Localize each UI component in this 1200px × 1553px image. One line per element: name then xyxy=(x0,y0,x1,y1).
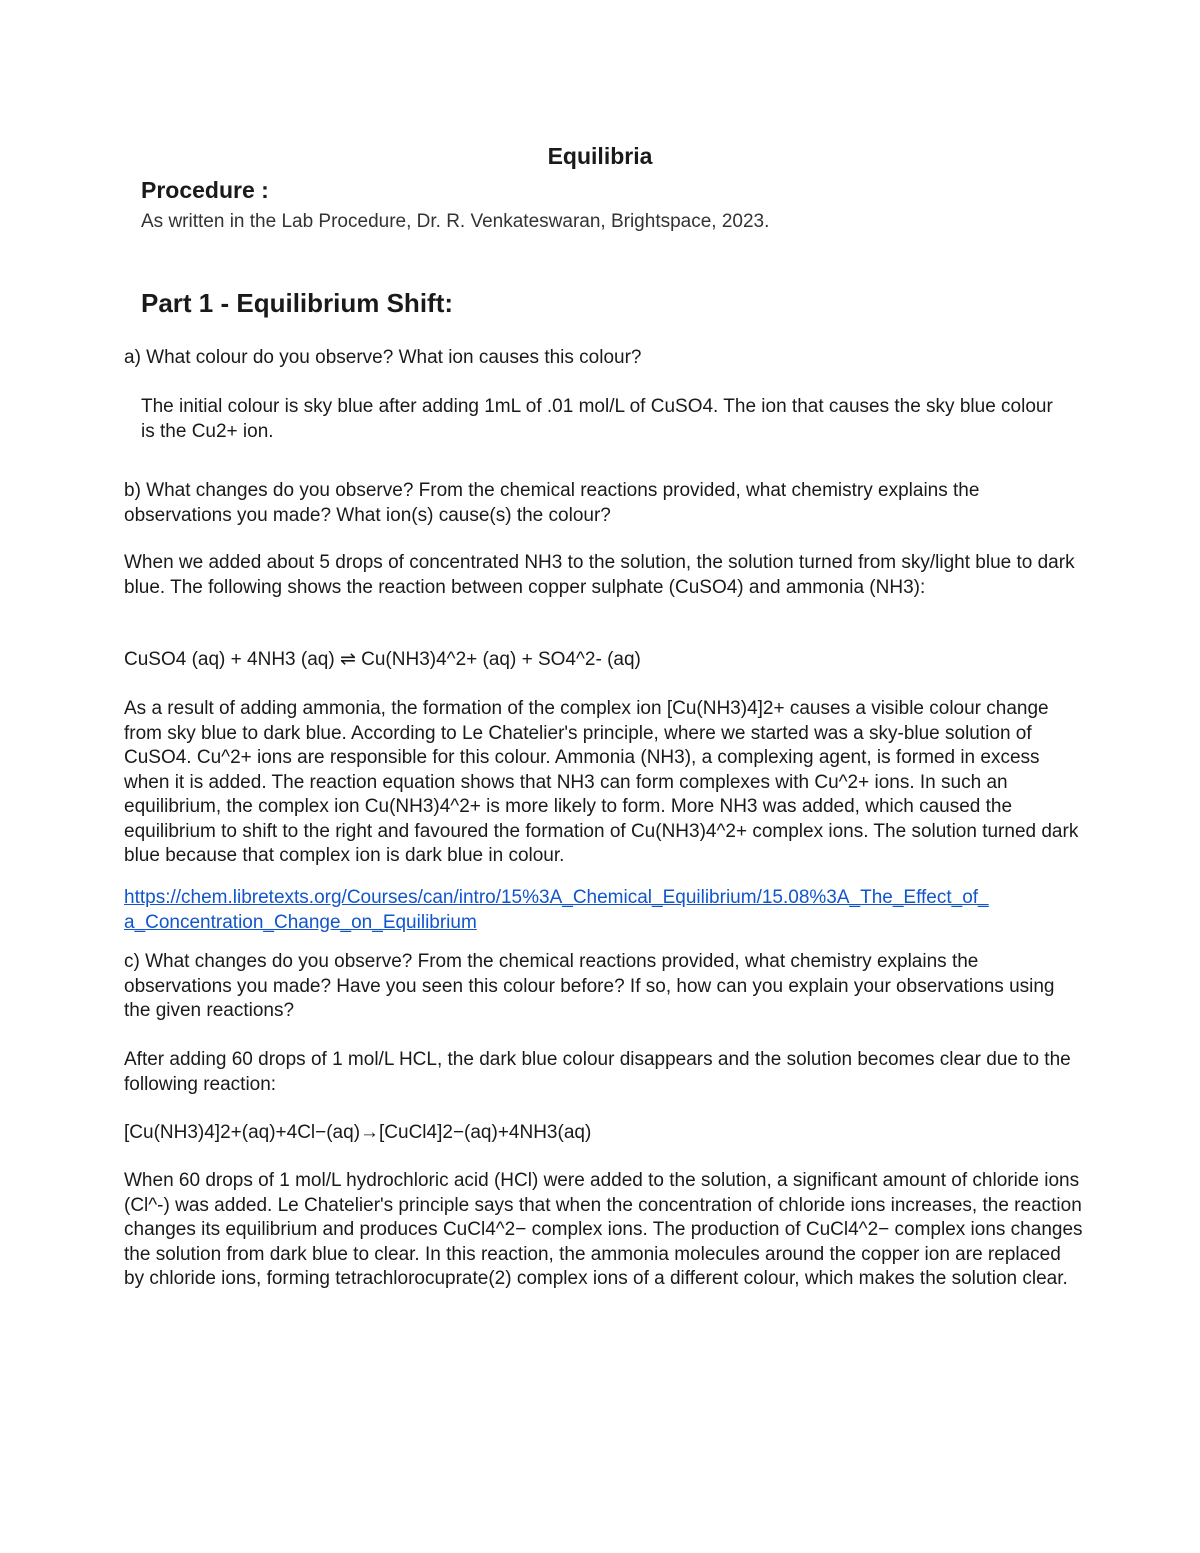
reference-link[interactable]: https://chem.libretexts.org/Courses/can/intro/15%3A_Chemical_Equilibrium/15.08%3A_The_Effect_of_ a_Concentration_Change_on_Equilibrium xyxy=(124,887,989,933)
answer-a: The initial colour is sky blue after adding 1mL of .01 mol/L of CuSO4. The ion that causes the sky blue colour is the Cu2+ ion. xyxy=(141,396,1053,442)
question-b: b) What changes do you observe? From the chemical reactions provided, what chemistry explains the observations you made? What ion(s) cause(s) the colour? xyxy=(124,480,980,526)
answer-b-explanation: As a result of adding ammonia, the formation of the complex ion [Cu(NH3)4]2+ causes a visible colour change from sky blue to dark blue. According to Le Chatelier's principle, where we started was a sky-blue solution of CuSO4. Cu^2+ ions are responsible for this colour. Ammonia (NH3), a complexing agent, is formed in excess when it is added. The reaction equation shows that NH3 can form complexes with Cu^2+ ions. In such an equilibrium, the complex ion Cu(NH3)4^2+ is more likely to form. More NH3 was added, which caused the equilibrium to shift to the right and favoured the formation of Cu(NH3)4^2+ complex ions. The solution turned dark blue because that complex ion is dark blue in colour. xyxy=(124,698,1079,866)
question-c: c) What changes do you observe? From the chemical reactions provided, what chemistry explains the observations you made? Have you seen this colour before? If so, how can you explain your observations using the given reactions? xyxy=(124,951,1055,1021)
equation-c: [Cu(NH3)4]2+(aq)+4Cl−(aq)→[CuCl4]2−(aq)+4NH3(aq) xyxy=(124,1122,592,1143)
document-title: Equilibria xyxy=(547,143,653,169)
answer-b-intro: When we added about 5 drops of concentrated NH3 to the solution, the solution turned from sky/light blue to dark blue. The following shows the reaction between copper sulphate (CuSO4) and ammonia (NH3): xyxy=(124,552,1075,598)
answer-c-explanation: When 60 drops of 1 mol/L hydrochloric acid (HCl) were added to the solution, a significant amount of chloride ions (Cl^-) was added. Le Chatelier's principle says that when the concentration of chloride ions increases, the reaction changes its equilibrium and produces CuCl4^2− complex ions. The production of CuCl4^2− complex ions changes the solution from dark blue to clear. In this reaction, the ammonia molecules around the copper ion are replaced by chloride ions, forming tetrachlorocuprate(2) complex ions of a different colour, which makes the solution clear. xyxy=(124,1170,1083,1289)
equation-b: CuSO4 (aq) + 4NH3 (aq) ⇌ Cu(NH3)4^2+ (aq) + SO4^2- (aq) xyxy=(124,649,641,670)
procedure-heading: Procedure : xyxy=(141,177,269,203)
question-a: a) What colour do you observe? What ion causes this colour? xyxy=(124,347,642,368)
part1-heading: Part 1 - Equilibrium Shift: xyxy=(141,288,454,318)
answer-c-intro: After adding 60 drops of 1 mol/L HCL, the dark blue colour disappears and the solution becomes clear due to the following reaction: xyxy=(124,1049,1071,1095)
procedure-text: As written in the Lab Procedure, Dr. R. Venkateswaran, Brightspace, 2023. xyxy=(141,211,770,232)
